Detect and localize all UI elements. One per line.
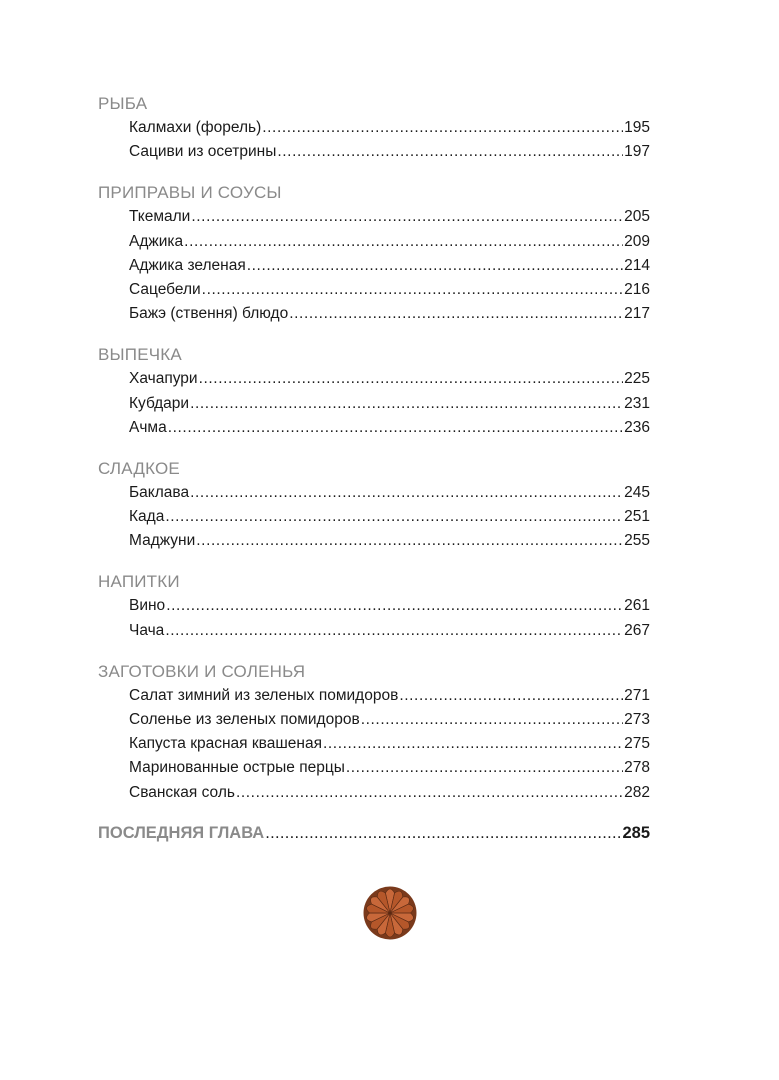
entry-title: Салат зимний из зеленых помидоров [129, 686, 399, 704]
entry-title: Кубдари [129, 394, 190, 412]
entry-page: 273 [624, 711, 650, 728]
dot-leader [236, 781, 623, 805]
dot-leader [265, 821, 621, 846]
dot-leader [262, 116, 623, 140]
toc-section [98, 456, 650, 554]
entry-page: 214 [624, 256, 650, 274]
dot-leader [190, 392, 623, 416]
entry-page: 271 [624, 686, 650, 704]
toc-entry[interactable] [129, 732, 650, 756]
dot-leader [199, 367, 624, 391]
section-heading: ЗАГОТОВКИ И СОЛЕНЬЯ [98, 661, 306, 681]
toc-entry[interactable] [129, 708, 650, 732]
toc-entry[interactable] [129, 505, 650, 529]
toc-section [98, 569, 650, 642]
entry-title: Бажэ (ствення) блюдо [129, 305, 289, 323]
toc-section [98, 91, 650, 164]
entry-page: 231 [624, 394, 650, 412]
toc-entry[interactable] [129, 481, 650, 505]
entry-page: 216 [624, 280, 650, 298]
entry-title: Када [129, 508, 165, 526]
toc-entry[interactable] [129, 254, 650, 278]
entry-title: Хачапури [129, 370, 198, 388]
toc-section [98, 659, 650, 805]
entry-page: 261 [624, 597, 650, 615]
section-heading: ПРИПРАВЫ И СОУСЫ [98, 183, 282, 203]
section-heading: НАПИТКИ [98, 572, 180, 592]
dot-leader [168, 416, 623, 440]
toc-entry[interactable] [129, 278, 650, 302]
entry-title: Калмахи (форель) [129, 119, 262, 136]
entry-title: Сацебели [129, 280, 201, 298]
entry-page: 251 [624, 508, 650, 526]
star-anise-ornament-icon [363, 886, 417, 940]
entry-title: Ачма [129, 418, 167, 436]
toc-entry[interactable] [129, 367, 650, 391]
entry-page: 275 [624, 735, 650, 753]
entry-page: 197 [624, 143, 650, 161]
entry-title: Сванская соль [129, 783, 235, 801]
toc-entry[interactable] [129, 684, 650, 708]
section-heading: РЫБА [98, 94, 148, 113]
toc-entry[interactable] [129, 302, 650, 326]
dot-leader [346, 756, 623, 780]
dot-leader [191, 205, 623, 229]
dot-leader [323, 732, 623, 756]
toc-entry[interactable] [129, 781, 650, 805]
entry-title: Вино [129, 597, 166, 615]
table-of-contents [98, 91, 650, 846]
entry-title: Соленье из зеленых помидоров [129, 711, 360, 728]
final-chapter-page: 285 [622, 823, 650, 842]
dot-leader [247, 254, 623, 278]
dot-leader [166, 594, 623, 618]
entry-page: 209 [624, 232, 650, 250]
toc-entry[interactable] [129, 116, 650, 140]
entry-title: Аджика [129, 232, 184, 250]
entry-page: 282 [624, 783, 650, 801]
entry-page: 255 [624, 532, 650, 550]
entry-title: Баклава [129, 483, 190, 501]
toc-entry[interactable] [129, 230, 650, 254]
dot-leader [196, 529, 623, 553]
entry-title: Ткемали [129, 208, 191, 226]
section-heading: ВЫПЕЧКА [98, 345, 182, 365]
entry-page: 205 [624, 208, 650, 226]
dot-leader [399, 684, 623, 708]
dot-leader [361, 708, 623, 732]
dot-leader [277, 140, 623, 164]
entry-title: Аджика зеленая [129, 256, 246, 274]
final-chapter-label: ПОСЛЕДНЯЯ ГЛАВА [98, 823, 265, 842]
toc-entry[interactable] [129, 205, 650, 229]
entry-page: 278 [624, 759, 650, 777]
toc-entry[interactable] [129, 392, 650, 416]
toc-entry[interactable] [129, 140, 650, 164]
entry-title: Чача [129, 621, 165, 639]
dot-leader [184, 230, 623, 254]
toc-entry[interactable] [129, 416, 650, 440]
entry-page: 217 [624, 305, 650, 323]
dot-leader [165, 619, 623, 643]
entry-title: Капуста красная квашеная [129, 735, 322, 753]
toc-section [98, 342, 650, 440]
entry-title: Маджуни [129, 532, 196, 550]
toc-section [98, 180, 650, 326]
dot-leader [165, 505, 623, 529]
entry-page: 225 [624, 370, 650, 388]
dot-leader [190, 481, 623, 505]
entry-page: 195 [624, 119, 650, 136]
dot-leader [289, 302, 623, 326]
toc-entry[interactable] [129, 594, 650, 618]
entry-page: 267 [624, 621, 650, 639]
dot-leader [202, 278, 623, 302]
toc-entry[interactable] [129, 619, 650, 643]
entry-title: Маринованные острые перцы [129, 759, 345, 777]
toc-entry[interactable] [129, 529, 650, 553]
entry-page: 236 [624, 418, 650, 436]
toc-entry-final[interactable] [98, 821, 650, 846]
toc-entry[interactable] [129, 756, 650, 780]
entry-title: Сациви из осетрины [129, 143, 277, 161]
entry-page: 245 [624, 483, 650, 501]
section-heading: СЛАДКОЕ [98, 458, 180, 478]
